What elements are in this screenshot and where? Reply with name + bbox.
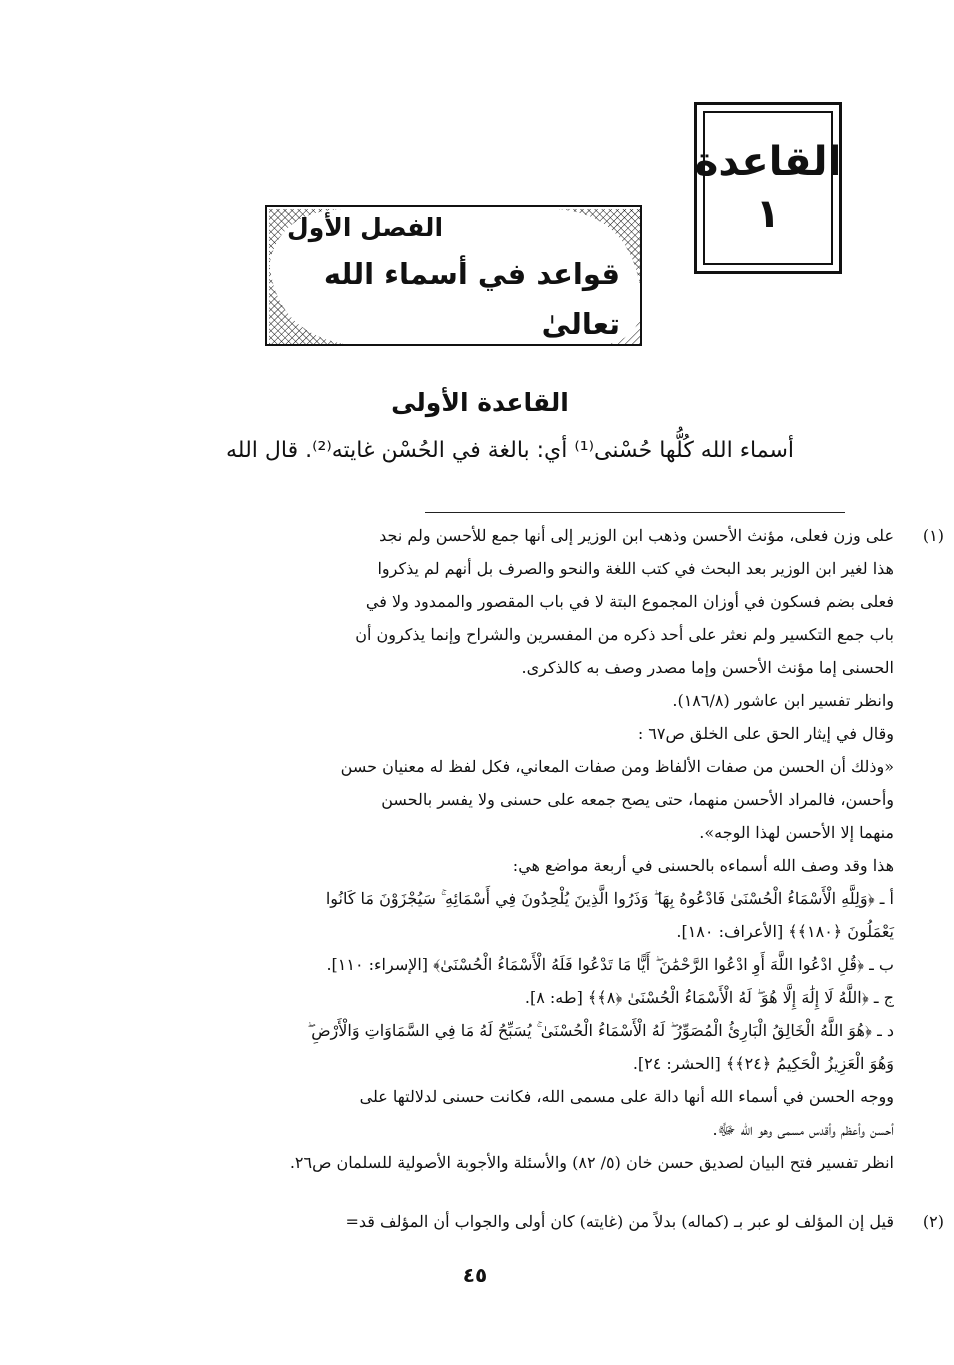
page-number: ٤٥ xyxy=(462,1263,488,1287)
footnote-1-number: (١) xyxy=(922,526,944,545)
quran-verse-line: أ ـ ﴿وَلِلَّهِ الْأَسْمَاءُ الْحُسْنَىٰ فَادْعُوهُ بِهَا ۖ وَذَرُوا الَّذِينَ يُلْحِدُونَ فِي أَسْمَائِهِ ۚ سَيُجْزَوْنَ مَا كَانُوا xyxy=(325,889,894,908)
footnote-line: على وزن فعلى، مؤنث الأحسن وذهب ابن الوزير إلى أنها جمع للأحسن ولم نجد xyxy=(379,526,894,545)
footnote-line: «وذلك أن الحسن من صفات الألفاظ ومن صفات المعاني، فكل لفظ له معنيان حسن xyxy=(340,757,894,776)
rule-number-box xyxy=(694,102,842,274)
footnote-line: منهما إلا الأحسن لهذا الوجه». xyxy=(699,823,894,842)
chapter-title: الفصل الأول xyxy=(287,212,444,242)
footnote-line: وأحسن، فالمراد الأحسن منهما، حتى يصح جمعه على حسنى ولا يفسر بالحسن xyxy=(381,790,894,809)
footnote-line: باب جمع التكسير ولم نعثر على أحد ذكره من المفسرين والشراح وإنما يذكرون أن xyxy=(355,625,894,644)
rule-box-number: ١ xyxy=(755,191,781,237)
quran-verse-line: ج ـ ﴿اللَّهُ لَا إِلَٰهَ إِلَّا هُوَ ۖ لَهُ الْأَسْمَاءُ الْحُسْنَىٰ ﴿٨﴾﴾ [طه: ٨]. xyxy=(524,988,894,1007)
quran-verse-line: وَهُوَ الْعَزِيزُ الْحَكِيمُ ﴿٢٤﴾﴾ [الحشر: ٢٤]. xyxy=(632,1054,894,1073)
rule-number-box-inner xyxy=(694,111,842,265)
quran-verse-line: يَعْمَلُونَ ﴿١٨٠﴾﴾ [الأعراف: ١٨٠]. xyxy=(676,922,894,941)
quran-verse-line: د ـ ﴿هُوَ اللَّهُ الْخَالِقُ الْبَارِئُ الْمُصَوِّرُ ۖ لَهُ الْأَسْمَاءُ الْحُسْنَىٰ ۚ يُسَبِّحُ لَهُ مَا فِي السَّمَاوَاتِ وَالْأَرْضِ ۖ xyxy=(307,1021,894,1040)
rule-statement: أسماء الله كُلُّها حُسْنى⁽¹⁾ أي: بالغة في الحُسْن غايته⁽²⁾. قال الله xyxy=(226,438,794,463)
footnote-line: هذا لغير ابن الوزير بعد البحث في كتب اللغة والنحو والصرف بل أنهم لم يذكروا xyxy=(377,559,894,578)
footnote-line: ووجه الحسن في أسماء الله أنها دالة على مسمى الله، فكانت حسنى لدلالتها على xyxy=(359,1087,894,1106)
footnote-line: وانظر تفسير ابن عاشور (١٨٦/٨). xyxy=(672,691,894,710)
footnote-line: الحسنى إما مؤنث الأحسن وإما مصدر وصف به كالذكرى. xyxy=(521,658,894,677)
footnote-line: وقال في إيثار الحق على الخلق ص٦٧ : xyxy=(637,724,894,743)
footnote-1 xyxy=(100,519,944,1179)
footnote-2 xyxy=(100,1205,944,1238)
footnote-line: هذا وقد وصف الله أسماءه بالحسنى في أربعة مواضع هي: xyxy=(512,856,894,875)
chapter-subtitle: قواعد في أسماء الله تعالىٰ xyxy=(323,256,620,341)
chapter-title-box xyxy=(265,205,642,346)
footnote-line: فعلى بضم فسكون في أوزان المجموع البتة لا في باب المقصور والممدود ولا في xyxy=(365,592,894,611)
footnote-line: انظر تفسير فتح البيان لصديق حسن خان (٥/ ٨٢) والأسئلة والأجوبة الأصولية للسلمان ص٢٦. xyxy=(289,1153,894,1172)
chapter-title-text xyxy=(287,212,620,341)
footnote-2-number: (٢) xyxy=(922,1212,944,1231)
footnote-line: قيل إن المؤلف لو عبر بـ (كماله) بدلاً من (غايته) كان أولى والجواب أن المؤلف قد= xyxy=(345,1212,894,1231)
footnote-line: أحسن وأعظم وأقدس مسمى وهو الله ﷻ. xyxy=(712,1120,894,1139)
footnote-separator xyxy=(425,512,845,513)
rule-heading: القاعدة الأولى xyxy=(391,388,569,417)
quran-verse-line: ب ـ ﴿قُلِ ادْعُوا اللَّهَ أَوِ ادْعُوا الرَّحْمَٰنَ ۖ أَيًّا مَا تَدْعُوا فَلَهُ الْأَسْمَاءُ الْحُسْنَىٰ﴾ [الإسراء: ١١٠]. xyxy=(326,955,894,974)
rule-box-word: القاعدة xyxy=(694,139,842,185)
